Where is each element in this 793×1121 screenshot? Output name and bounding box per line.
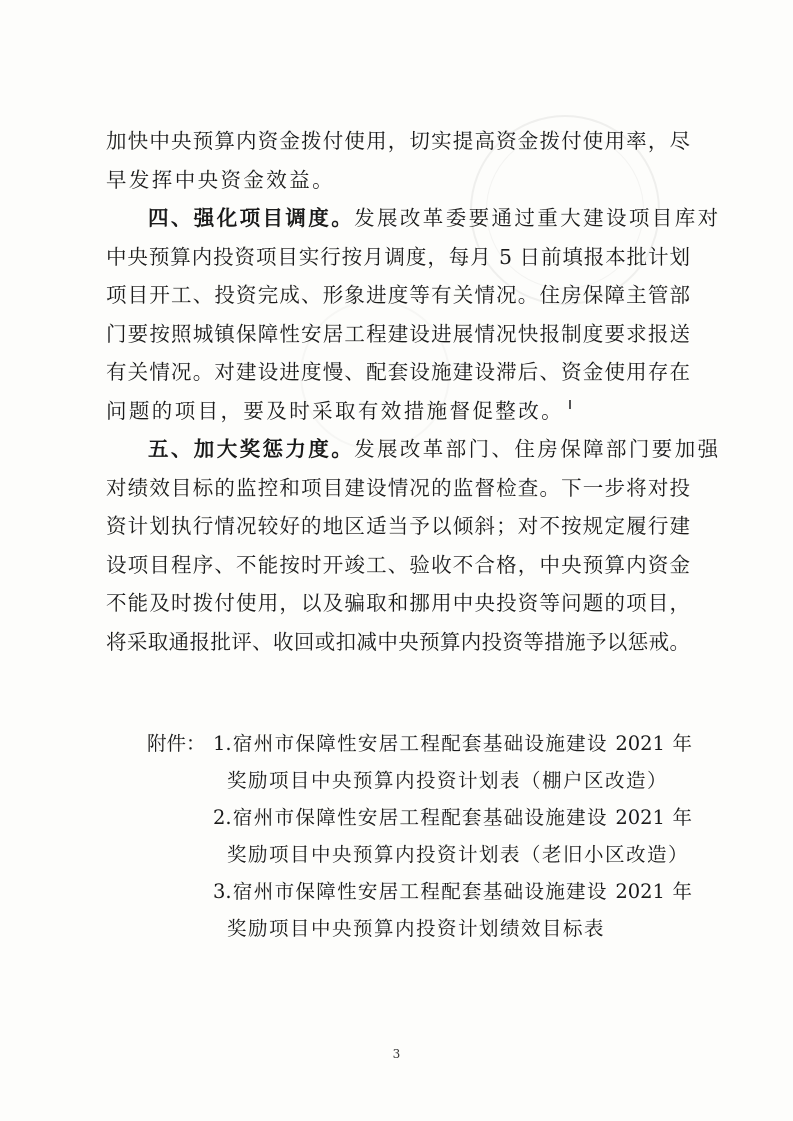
paragraph-line: 不能及时拨付使用，以及骗取和挪用中央投资等问题的项目， xyxy=(106,591,690,615)
attachment-title: 奖励项目中央预算内投资计划表（老旧小区改造） xyxy=(227,843,690,866)
attachment-item-continued xyxy=(147,910,692,947)
paragraph-text: 发展改革部门、住房保障部门要加强 xyxy=(354,437,721,461)
paragraph-line: 门要按照城镇保障性安居工程建设进展情况快报制度要求报送 xyxy=(106,321,690,346)
body-text xyxy=(106,122,721,661)
section-heading: 五、加大奖惩力度。 xyxy=(148,437,355,461)
attachment-item xyxy=(147,873,692,910)
attachment-title: 奖励项目中央预算内投资计划绩效目标表 xyxy=(227,917,606,940)
paragraph-line: 设项目程序、不能按时开竣工、验收不合格，中央预算内资金 xyxy=(106,552,690,577)
paragraph-line: 早发挥中央资金效益。 xyxy=(106,167,335,192)
paragraph-line: 资计划执行情况较好的地区适当予以倾斜；对不按规定履行建 xyxy=(106,514,690,538)
section-heading: 四、强化项目调度。 xyxy=(148,206,355,230)
paragraph-line: 加快中央预算内资金拨付使用，切实提高资金拨付使用率，尽 xyxy=(106,129,690,153)
attachment-item xyxy=(147,799,692,836)
paragraph-line: 将采取通报批评、收回或扣减中央预算内投资等措施予以惩戒。 xyxy=(106,629,690,654)
attachment-title: 3.宿州市保障性安居工程配套基础设施建设 2021 年 xyxy=(213,880,692,903)
paragraph-line: 中央预算内投资项目实行按月调度，每月 5 日前填报本批计划 xyxy=(106,244,690,269)
paragraph-line xyxy=(106,430,721,469)
attachment-title: 1.宿州市保障性安居工程配套基础设施建设 2021 年 xyxy=(213,732,692,755)
attachments-label: 附件： xyxy=(147,732,206,755)
paragraph-line: 有关情况。对建设进度慢、配套设施建设滞后、资金使用存在 xyxy=(106,360,690,384)
paragraph-line: 项目开工、投资完成、形象进度等有关情况。住房保障主管部 xyxy=(106,283,690,307)
attachment-title: 奖励项目中央预算内投资计划表（棚户区改造） xyxy=(227,769,669,792)
attachment-item-continued xyxy=(147,762,692,799)
attachments-list xyxy=(147,725,692,947)
attachment-title: 2.宿州市保障性安居工程配套基础设施建设 2021 年 xyxy=(213,806,692,829)
paragraph-line: 对绩效目标的监控和项目建设情况的监督检查。下一步将对投 xyxy=(106,475,690,500)
attachment-item xyxy=(147,725,692,762)
attachment-item-continued xyxy=(147,836,692,873)
paragraph-line: 问题的项目，要及时采取有效措施督促整改。 xyxy=(106,398,564,423)
page-number: 3 xyxy=(392,1047,401,1061)
paragraph-text: 发展改革委要通过重大建设项目库对 xyxy=(354,206,721,230)
paragraph-line xyxy=(106,199,721,238)
